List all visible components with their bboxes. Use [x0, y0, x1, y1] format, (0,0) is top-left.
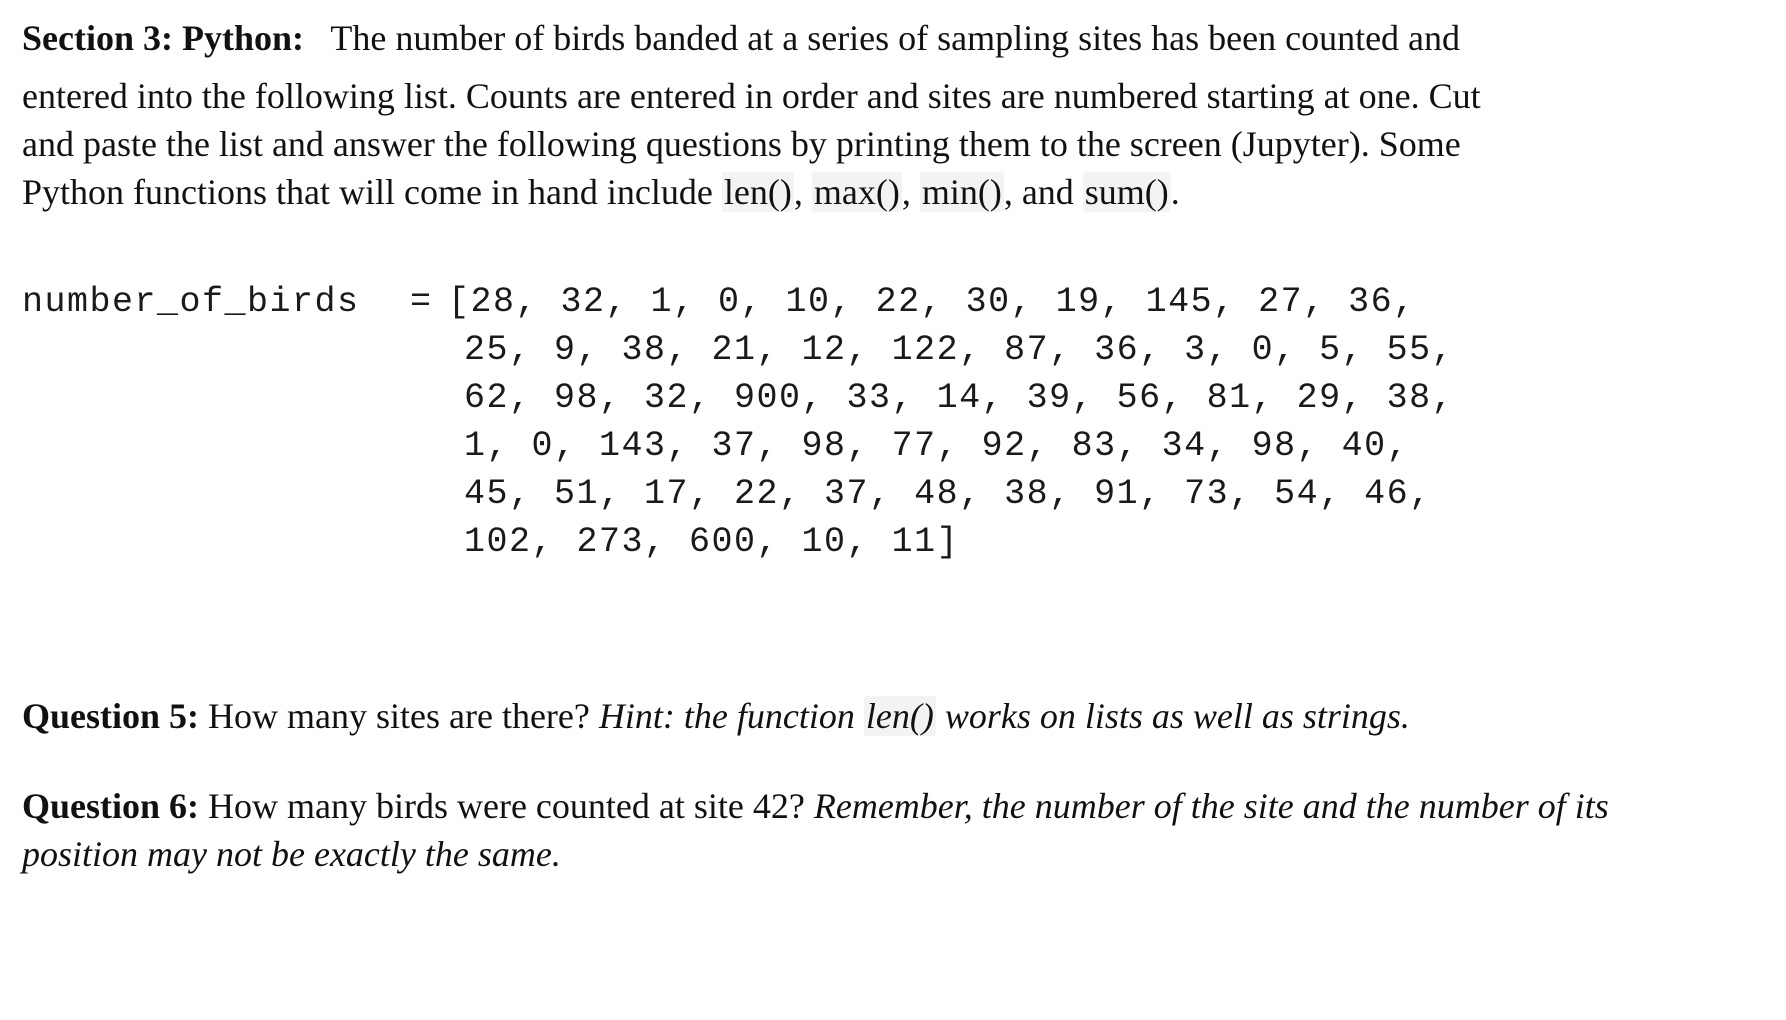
function-sum: sum()	[1084, 172, 1169, 212]
separator: ,	[793, 172, 812, 212]
section-label: Section 3: Python:	[22, 18, 304, 58]
separator: , and	[1003, 172, 1083, 212]
function-len: len()	[865, 696, 934, 736]
code-line-4: 1, 0, 143, 37, 98, 77, 92, 83, 34, 98, 40,	[464, 426, 1410, 466]
question-6-label: Question 6:	[22, 786, 200, 826]
code-line-5: 45, 51, 17, 22, 37, 48, 38, 91, 73, 54, 46,	[464, 474, 1432, 514]
question-6-note-line-1: Remember, the number of the site and the number of its	[813, 786, 1609, 826]
code-line-3: 62, 98, 32, 900, 33, 14, 39, 56, 81, 29, 38,	[464, 378, 1455, 418]
function-min: min()	[921, 172, 1002, 212]
section-intro	[22, 14, 1712, 216]
hint-text: works on lists as well as strings.	[935, 696, 1410, 736]
question-6	[22, 782, 1762, 878]
assignment-operator: =	[410, 282, 433, 322]
variable-name: number_of_birds	[22, 282, 360, 322]
intro-line-1-text: The number of birds banded at a series of sampling sites has been counted and	[330, 18, 1461, 58]
separator: ,	[901, 172, 920, 212]
question-6-note-line-2: position may not be exactly the same.	[22, 834, 561, 874]
hint-text: Hint: the function	[598, 696, 864, 736]
function-max: max()	[813, 172, 900, 212]
question-5-hint	[599, 696, 1410, 736]
question-5	[22, 692, 1762, 740]
question-5-text: How many sites are there?	[199, 696, 599, 736]
code-line-6: 102, 273, 600, 10, 11]	[464, 522, 960, 562]
question-5-label: Question 5:	[22, 696, 200, 736]
intro-line-3: and paste the list and answer the following questions by printing them to the screen (Jupyter). Some	[22, 124, 1461, 164]
question-6-text: How many birds were counted at site 42?	[199, 786, 814, 826]
document-page	[22, 14, 1762, 874]
function-len: len()	[723, 172, 792, 212]
intro-line-1	[22, 14, 1712, 62]
intro-line-4-text: Python functions that will come in hand include	[22, 172, 722, 212]
code-line-2: 25, 9, 38, 21, 12, 122, 87, 36, 3, 0, 5, 55,	[464, 330, 1455, 370]
code-line-1: [28, 32, 1, 0, 10, 22, 30, 19, 145, 27, 36,	[448, 282, 1416, 322]
intro-line-4	[22, 168, 1712, 216]
intro-line-2: entered into the following list. Counts are entered in order and sites are numbered starting at one. Cut	[22, 76, 1481, 116]
sentence-end: .	[1170, 172, 1180, 212]
